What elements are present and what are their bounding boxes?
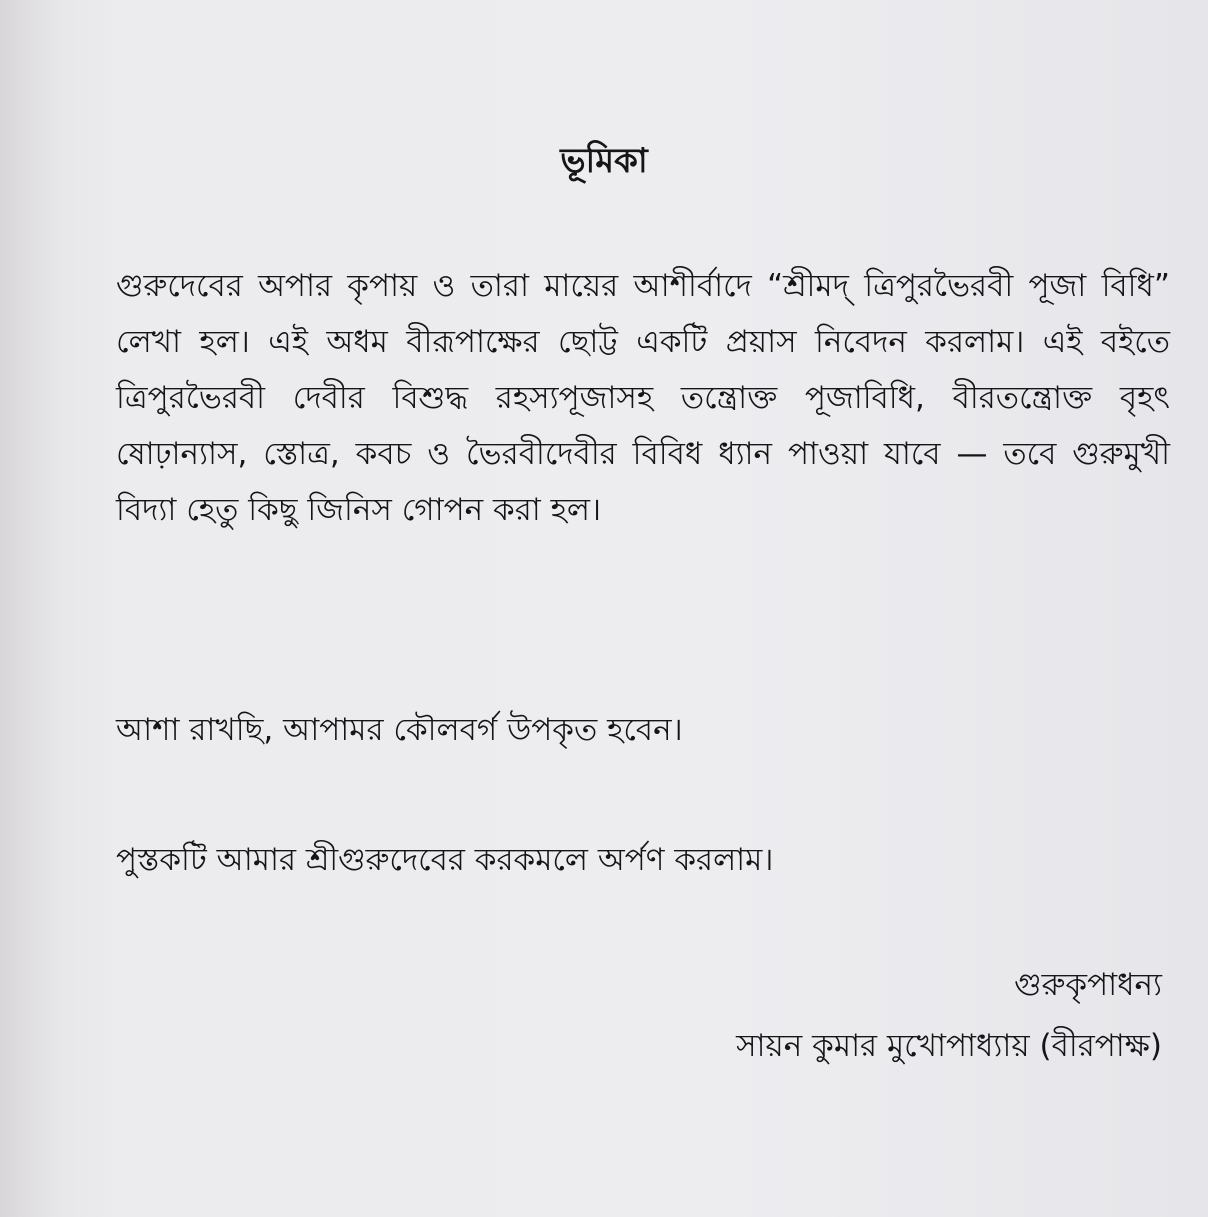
intro-paragraph: গুরুদেবের অপার কৃপায় ও তারা মায়ের আশীর্বাদে “শ্রীমদ্ ত্রিপুরভৈরবী পূজা বিধি” লেখা হল। এই অধম বীরূপাক্ষের ছোট্ট একটি প্রয়াস নিবেদন করলাম। এই বইতে ত্রিপুরভৈরবী দেবীর বিশুদ্ধ রহস্যপূজাসহ তন্ত্রোক্ত পূজাবিধি, বীরতন্ত্রোক্ত বৃহৎ ষোঢ়ান্যাস, স্তোত্র, কবচ ও ভৈরবীদেবীর বিবিধ ধ্যান পাওয়া যাবে — তবে গুরুমুখী বিদ্যা হেতু কিছু জিনিস গোপন করা হল। — [116, 268, 1170, 528]
dedication-paragraph: পুস্তকটি আমার শ্রীগুরুদেবের করকমলে অর্পণ করলাম। — [116, 842, 774, 878]
signature-author-name: সায়ন কুমার মুখোপাধ্যায় (বীরপাক্ষ) — [736, 1028, 1162, 1064]
hope-paragraph: আশা রাখছি, আপামর কৌলবর্গ উপকৃত হবেন। — [116, 712, 683, 748]
signature-line-1: গুরুকৃপাধন্য — [1014, 967, 1162, 1003]
page-title: ভূমিকা — [560, 141, 648, 181]
